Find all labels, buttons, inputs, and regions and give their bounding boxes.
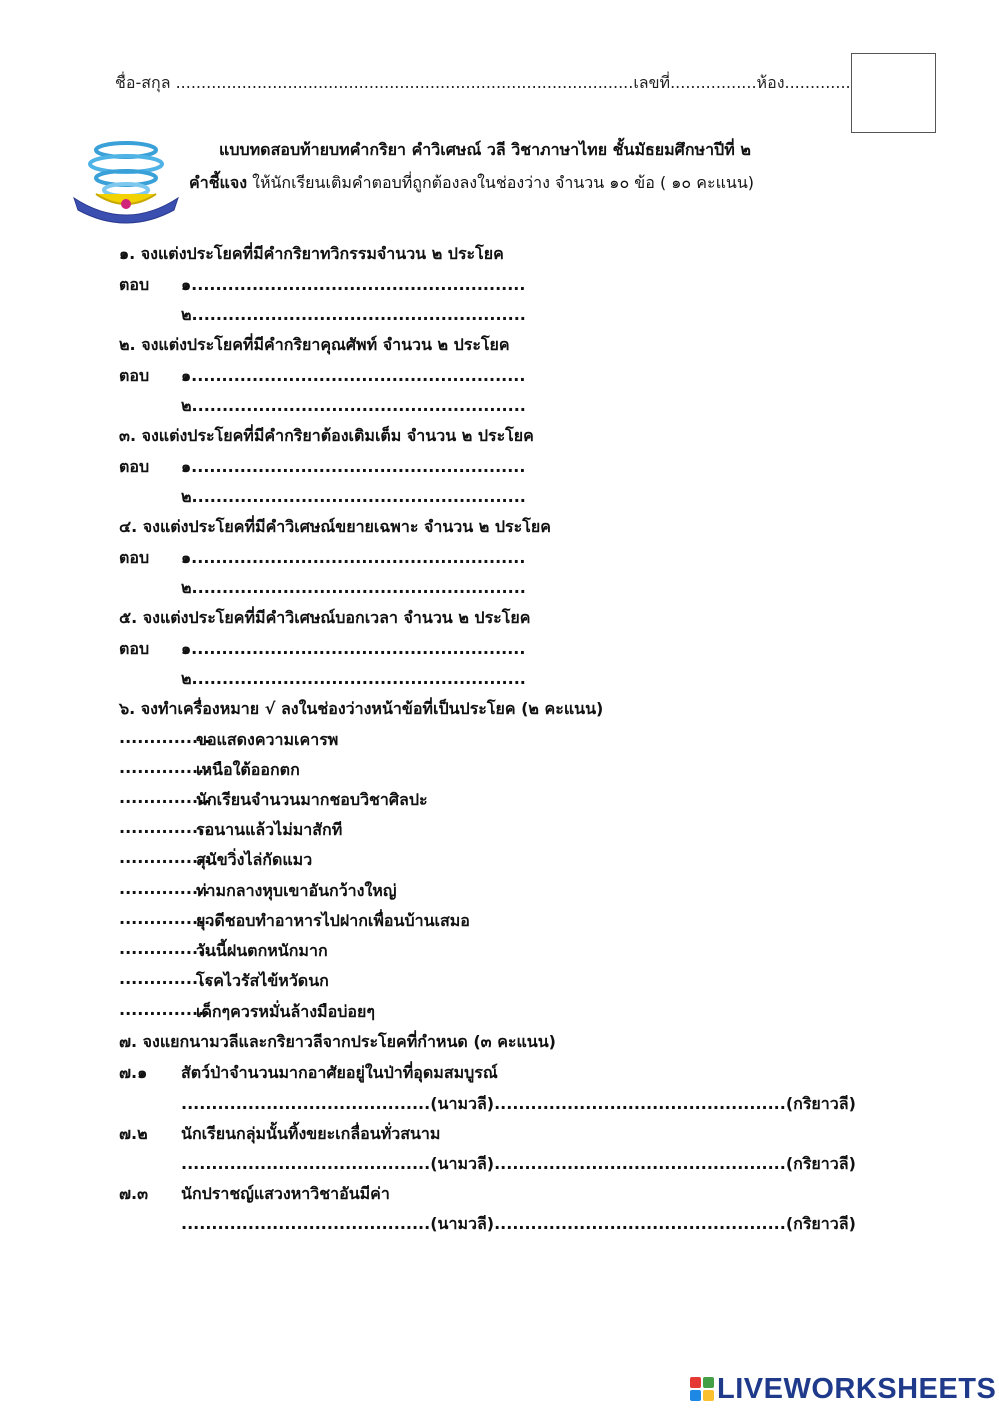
question-1: ๑. จงแต่งประโยคที่มีคำกริยาทวิกรรมจำนวน ๒ ประโยค [119,244,504,263]
instruction-label: คำชี้แจง [189,173,248,192]
phrase-answer-line[interactable]: .........................................(นามวลี)................................................(กริยาวลี) [181,1154,856,1173]
answer-line-2[interactable]: ๒....................................................... [181,396,526,415]
q7-item-sentence: นักปราชญ์แสวงหาวิชาอันมีค่า [181,1184,390,1203]
check-blank[interactable]: ............... [119,939,211,958]
q6-item-3: นักเรียนจำนวนมากชอบวิชาศิลปะ [196,790,428,809]
check-blank[interactable]: ............... [119,879,211,898]
answer-line-1[interactable]: ๑....................................................... [181,639,526,658]
instruction-text: ให้นักเรียนเติมคำตอบที่ถูกต้องลงในช่องว่าง จำนวน ๑๐ ข้อ ( ๑๐ คะแนน) [247,173,754,192]
phrase-answer-line[interactable]: .........................................(นามวลี)................................................(กริยาวลี) [181,1094,856,1113]
q6-item-5: สุนัขวิ่งไล่กัดแมว [196,850,313,869]
question-3: ๓. จงแต่งประโยคที่มีคำกริยาต้องเติมเต็ม จำนวน ๒ ประโยค [119,426,534,445]
check-blank[interactable]: ............... [119,909,211,928]
q7-item-sentence: นักเรียนกลุ่มนั้นทิ้งขยะเกลื่อนทั่วสนาม [181,1124,441,1143]
question-7: ๗. จงแยกนามวลีและกริยาวลีจากประโยคที่กำหนด (๓ คะแนน) [119,1032,556,1051]
answer-label: ตอบ [119,639,150,658]
answer-line-1[interactable]: ๑....................................................... [181,275,526,294]
q6-item-9: โรคไวรัสไข้หวัดนก [196,971,329,990]
q6-item-10: เด็กๆควรหมั่นล้างมือบ่อยๆ [196,1002,375,1021]
question-2: ๒. จงแต่งประโยคที่มีคำกริยาคุณศัพท์ จำนวน ๒ ประโยค [119,335,510,354]
photo-box [851,53,936,133]
question-6: ๖. จงทำเครื่องหมาย √ ลงในช่องว่างหน้าข้อที่เป็นประโยค (๒ คะแนน) [119,699,604,718]
answer-line-1[interactable]: ๑....................................................... [181,457,526,476]
check-blank[interactable]: ............... [119,1000,211,1019]
answer-line-1[interactable]: ๑....................................................... [181,548,526,567]
instruction [189,171,754,196]
question-4: ๔. จงแต่งประโยคที่มีคำวิเศษณ์ขยายเฉพาะ จำนวน ๒ ประโยค [119,517,551,536]
answer-line-2[interactable]: ๒....................................................... [181,669,526,688]
liveworksheets-logo[interactable] [690,1372,996,1406]
test-title: แบบทดสอบท้ายบทคำกริยา คำวิเศษณ์ วลี วิชาภาษาไทย ชั้นมัธยมศึกษาปีที่ ๒ [219,140,751,159]
question-5: ๕. จงแต่งประโยคที่มีคำวิเศษณ์บอกเวลา จำนวน ๒ ประโยค [119,608,531,627]
q6-item-1: ขอแสดงความเคารพ [196,730,339,749]
q6-item-2: เหนือใต้ออกตก [196,760,300,779]
check-blank[interactable]: ............... [119,788,211,807]
answer-line-2[interactable]: ๒....................................................... [181,305,526,324]
q7-item-number: ๗.๓ [119,1184,149,1203]
q7-item-number: ๗.๒ [119,1124,148,1143]
liveworksheets-wordmark: LIVEWORKSHEETS [717,1372,997,1405]
answer-label: ตอบ [119,548,150,567]
q6-item-8: วันนี้ฝนตกหนักมาก [196,941,328,960]
q6-item-4: รอนานแล้วไม่มาสักที [196,820,343,839]
answer-line-2[interactable]: ๒....................................................... [181,487,526,506]
liveworksheets-icon [690,1377,714,1401]
phrase-answer-line[interactable]: .........................................(นามวลี)................................................(กริยาวลี) [181,1214,856,1233]
check-blank[interactable]: ............... [119,969,211,988]
name-number-room-line: ชื่อ-สกุล ..........................................................................................เลขที่.................ห้อง............. [115,73,851,92]
answer-label: ตอบ [119,457,150,476]
check-blank[interactable]: ............... [119,818,211,837]
school-logo [66,134,186,226]
q6-item-6: ท่ามกลางหุบเขาอันกว้างใหญ่ [196,881,397,900]
answer-label: ตอบ [119,366,150,385]
check-blank[interactable]: ............... [119,758,211,777]
check-blank[interactable]: ............... [119,728,211,747]
answer-line-2[interactable]: ๒....................................................... [181,578,526,597]
answer-line-1[interactable]: ๑....................................................... [181,366,526,385]
q7-item-sentence: สัตว์ป่าจำนวนมากอาศัยอยู่ในป่าที่อุดมสมบูรณ์ [181,1063,498,1082]
q6-item-7: ยุวดีชอบทำอาหารไปฝากเพื่อนบ้านเสมอ [196,911,470,930]
check-blank[interactable]: ............... [119,848,211,867]
q7-item-number: ๗.๑ [119,1063,148,1082]
answer-label: ตอบ [119,275,150,294]
